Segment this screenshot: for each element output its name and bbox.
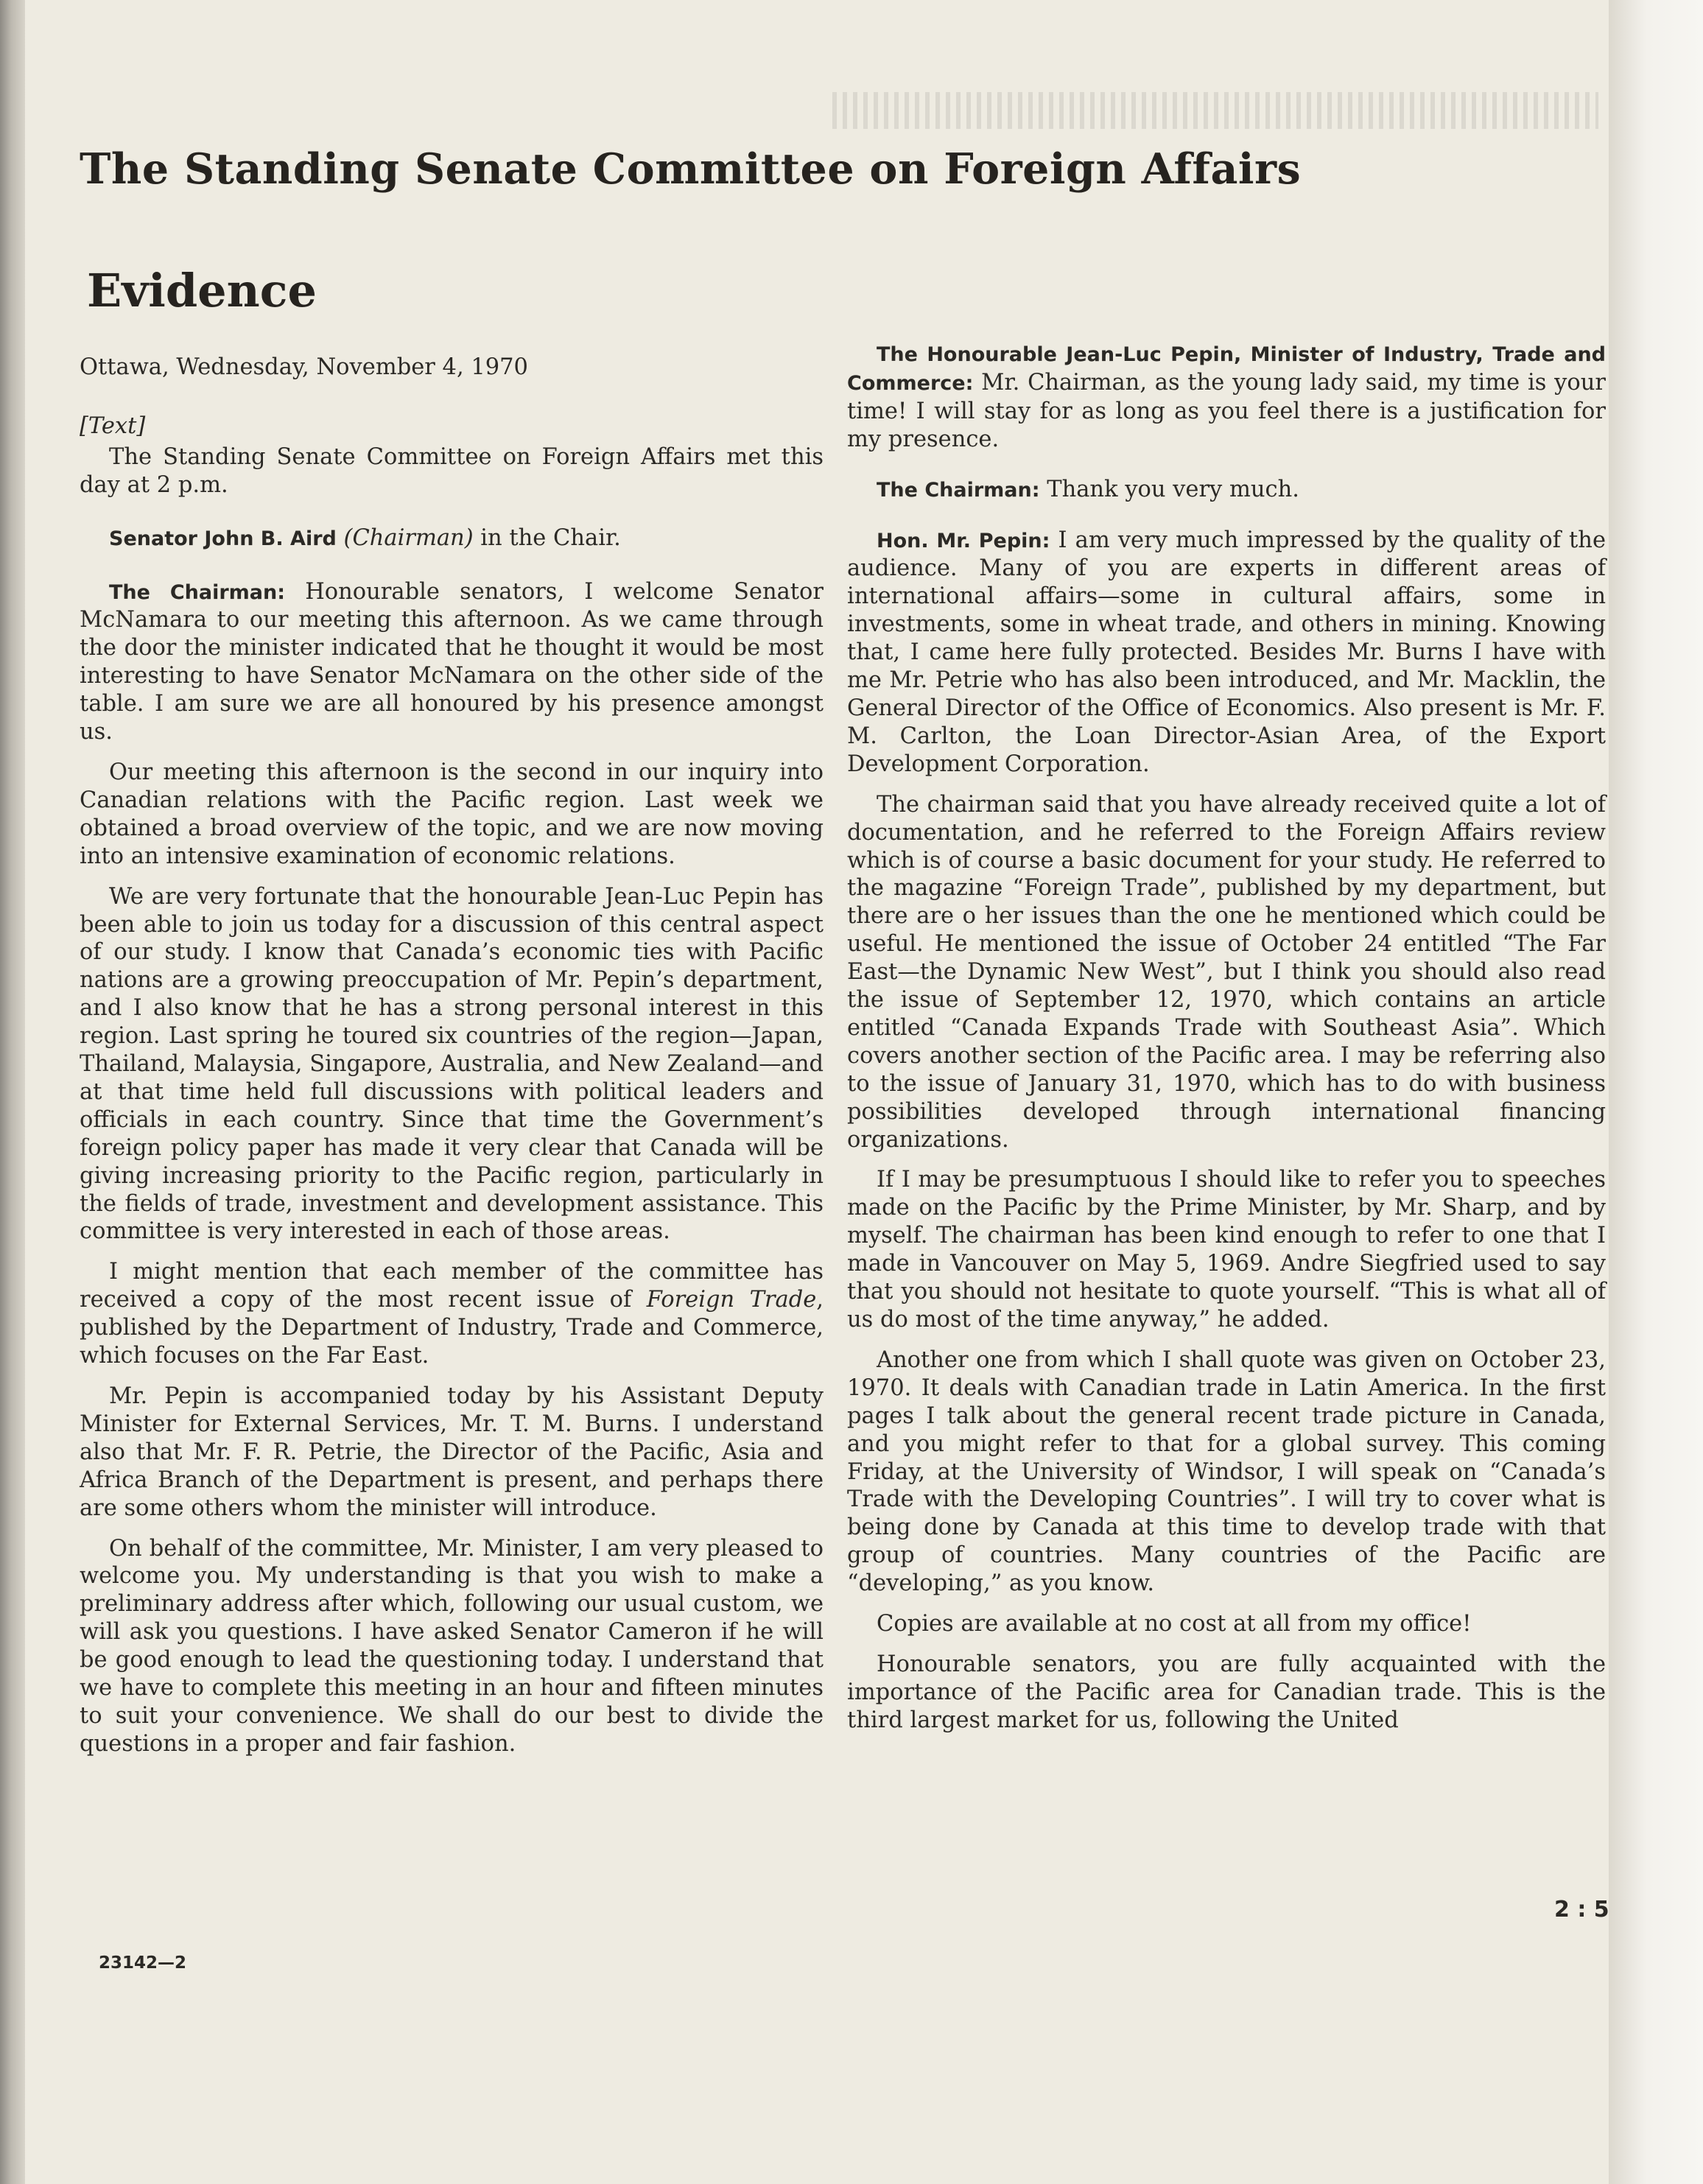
paragraph: Our meeting this afternoon is the second in our inquiry into Canadian relations with the Pacific region. Last week we obtained a broad overview of the topic, and we are now moving into an intensive examination of economic relations.	[80, 759, 824, 869]
dateline: Ottawa, Wednesday, November 4, 1970	[80, 354, 528, 380]
paragraph: The chairman said that you have already received quite a lot of documentation, and he referred to the Foreign Affairs review which is of course a basic document for your study. He referred to the magazine “Foreign Trade”, published by my department, but there are o her issues than the one he mentioned which could be useful. He mentioned the issue of October 24 entitled “The Far East—the Dynamic New West”, but I think you should also read the issue of September 12, 1970, which contains an article entitled “Canada Expands Trade with Southeast Asia”. Which covers another section of the Pacific area. I may be referring also to the issue of January 31, 1970, which has to do with business possibilities developed through international financing organizations.	[847, 791, 1606, 1153]
paragraph: Mr. Pepin is accompanied today by his Assistant Deputy Minister for External Services, Mr. T. M. Burns. I understand also that Mr. F. R. Petrie, the Director of the Pacific, Asia and Africa Branch of the Department is present, and perhaps there are some others whom the minister will introduce.	[80, 1383, 824, 1521]
speech-text: I am very much impressed by the quality of the audience. Many of you are experts in different areas of international affairs—some in cultural affairs, some in investments, some in wheat trade, and others in mining. Knowing that, I came here fully protected. Besides Mr. Burns I have with me Mr. Petrie who has also been introduced, and Mr. Macklin, the General Director of the Office of Economics. Also present is Mr. F. M. Carlton, the Loan Director-Asian Area, of the Export Development Corporation.	[847, 527, 1606, 777]
chair-role: (Chairman)	[343, 524, 474, 551]
paragraph: On behalf of the committee, Mr. Minister, I am very pleased to welcome you. My understanding is that you wish to make a preliminary address after which, following our usual custom, we will ask you questions. I have asked Senator Cameron if he will be good enough to lead the questioning today. I understand that we have to complete this meeting in an hour and fifteen minutes to suit your convenience. We shall do our best to divide the questions in a proper and fair fashion.	[80, 1535, 824, 1757]
paragraph	[80, 1258, 824, 1370]
speaker-label: The Chairman:	[877, 478, 1040, 502]
left-column	[80, 354, 824, 1758]
print-code: 23142—2	[99, 1953, 187, 1973]
paragraph	[847, 527, 1606, 779]
speech-text: Thank you very much.	[1039, 476, 1299, 502]
speaker-label: Hon. Mr. Pepin:	[877, 529, 1050, 552]
chair-rest: in the Chair.	[473, 524, 621, 551]
paragraph-text: I might mention that each member of the committee has received a copy of the most recent issue of	[80, 1259, 824, 1313]
meeting-paragraph: The Standing Senate Committee on Foreign Affairs met this day at 2 p.m.	[80, 443, 824, 498]
page-number: 2 : 5	[1554, 1897, 1609, 1923]
chair-name: Senator John B. Aird	[109, 527, 337, 550]
right-column	[847, 340, 1606, 1735]
speech-text: Honourable senators, I welcome Senator McNamara to our meeting this afternoon. As we came through the door the minister indicated that he thought it would be most interesting to have Senator McNamara on the other side of the table. I am sure we are all honoured by his presence amongst us.	[80, 578, 824, 745]
text-marker: [Text]	[80, 412, 146, 439]
book-binding-edge	[0, 0, 25, 2184]
publication-title: Foreign Trade	[646, 1287, 817, 1313]
chair-line	[80, 524, 824, 553]
paragraph	[847, 340, 1606, 454]
page-title: The Standing Senate Committee on Foreign Affairs	[80, 144, 1302, 194]
speaker-label: The Chairman:	[109, 580, 286, 604]
paragraph-text: , published by the Department of Industry, Trade and Commerce, which focuses on the Far East.	[80, 1287, 824, 1369]
section-heading: Evidence	[87, 264, 317, 317]
speaker-label: The Honourable Jean-Luc Pepin, Minister of Industry, Trade and Commerce:	[847, 343, 1606, 395]
bleed-through-shadow	[832, 92, 1598, 129]
page-edge	[1609, 0, 1703, 2184]
paragraph: Another one from which I shall quote was given on October 23, 1970. It deals with Canadian trade in Latin America. In the first pages I talk about the general recent trade picture in Canada, and you might refer to that for a global survey. This coming Friday, at the University of Windsor, I will speak on “Canada’s Trade with the Developing Countries”. I will try to cover what is being done by Canada at this time to develop trade with that group of countries. Many countries of the Pacific are “developing,” as you know.	[847, 1346, 1606, 1597]
paragraph: We are very fortunate that the honourable Jean-Luc Pepin has been able to join us today for a discussion of this central aspect of our study. I know that Canada’s economic ties with Pacific nations are a growing preoccupation of Mr. Pepin’s department, and I also know that he has a strong personal interest in this region. Last spring he toured six countries of the region—Japan, Thailand, Malaysia, Singapore, Australia, and New Zealand—and at that time held full discussions with political leaders and officials in each country. Since that time the Government’s foreign policy paper has made it very clear that Canada will be giving increasing priority to the Pacific region, particularly in the fields of trade, investment and development assistance. This committee is very interested in each of those areas.	[80, 883, 824, 1245]
paragraph	[80, 578, 824, 746]
paragraph: Honourable senators, you are fully acquainted with the importance of the Pacific area for Canadian trade. This is the third largest market for us, following the United	[847, 1651, 1606, 1733]
paragraph: Copies are available at no cost at all from my office!	[877, 1611, 1472, 1637]
paragraph: If I may be presumptuous I should like to refer you to speeches made on the Pacific by the Prime Minister, by Mr. Sharp, and by myself. The chairman has been kind enough to refer to one that I made in Vancouver on May 5, 1969. Andre Siegfried used to say that you should not hesitate to quote yourself. “This is what all of us do most of the time anyway,” he added.	[847, 1167, 1606, 1332]
paragraph	[847, 476, 1606, 505]
speech-text: Mr. Chairman, as the young lady said, my time is your time! I will stay for as long as you feel there is a justification for my presence.	[847, 369, 1606, 452]
